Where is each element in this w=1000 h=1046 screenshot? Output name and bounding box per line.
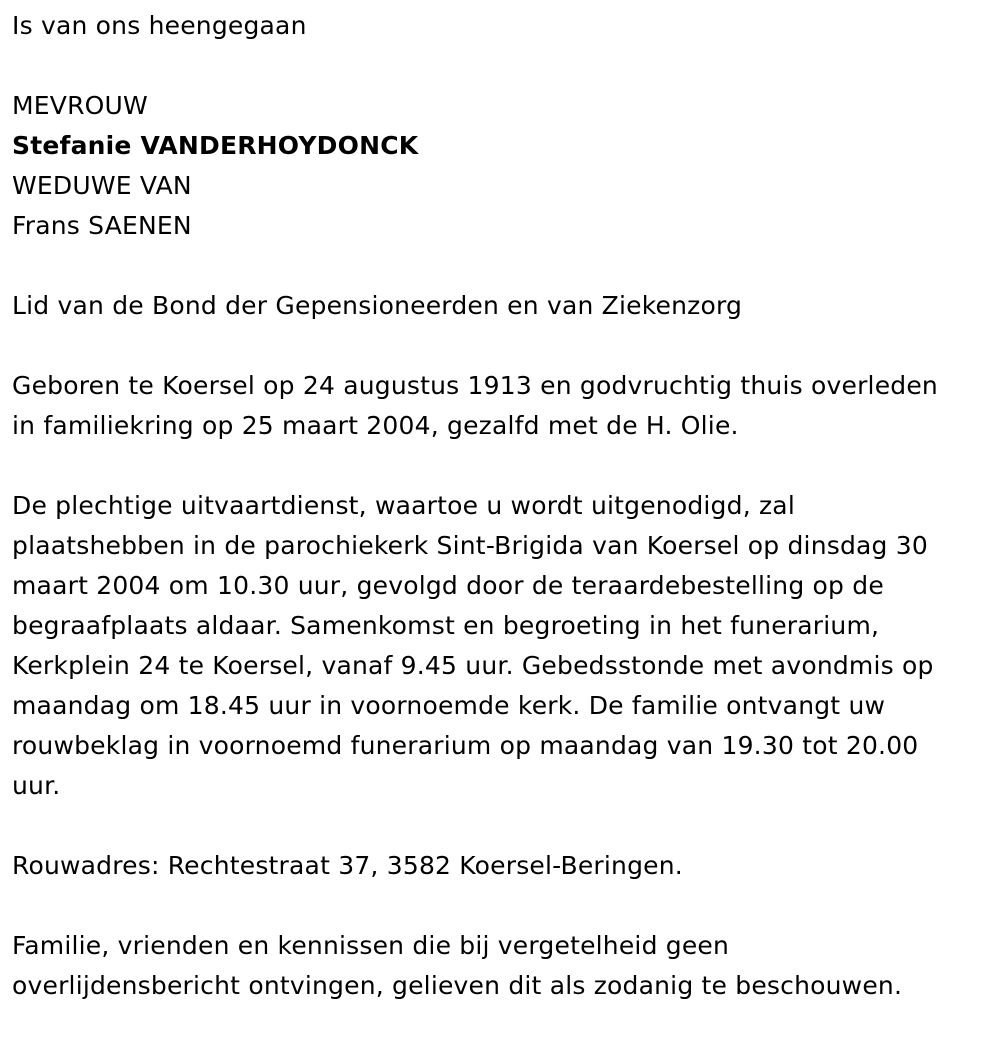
- paragraph-line: Familie, vrienden en kennissen die bij vergetelheid geen: [12, 931, 730, 960]
- paragraph-line: uur.: [12, 771, 61, 800]
- spacer: [12, 326, 987, 366]
- paragraph-line: in familiekring op 25 maart 2004, gezalfd met de H. Olie.: [12, 411, 739, 440]
- deceased-name: Stefanie VANDERHOYDONCK: [12, 131, 419, 160]
- funeral-paragraph: [12, 486, 987, 806]
- paragraph-line: overlijdensbericht ontvingen, gelieven dit als zodanig te beschouwen.: [12, 971, 903, 1000]
- spacer: [12, 806, 987, 846]
- spacer: [12, 46, 987, 86]
- paragraph-line: maandag om 18.45 uur in voornoemde kerk. De familie ontvangt uw: [12, 691, 886, 720]
- obituary-notice: [12, 6, 987, 1006]
- paragraph-line: plaatshebben in de parochiekerk Sint-Brigida van Koersel op dinsdag 30: [12, 531, 928, 560]
- title-prefix: MEVROUW: [12, 91, 148, 120]
- paragraph-line: De plechtige uitvaartdienst, waartoe u wordt uitgenodigd, zal: [12, 491, 795, 520]
- paragraph-line: begraafplaats aldaar. Samenkomst en begroeting in het funerarium,: [12, 611, 880, 640]
- paragraph-line: Kerkplein 24 te Koersel, vanaf 9.45 uur. Gebedsstonde met avondmis op: [12, 651, 934, 680]
- intro-text: Is van ons heengegaan: [12, 11, 307, 40]
- birth-death-paragraph: [12, 366, 987, 446]
- relation-text: WEDUWE VAN: [12, 171, 192, 200]
- spacer: [12, 246, 987, 286]
- spacer: [12, 446, 987, 486]
- paragraph-line: Geboren te Koersel op 24 augustus 1913 en godvruchtig thuis overleden: [12, 371, 938, 400]
- spouse-name: Frans SAENEN: [12, 211, 192, 240]
- spacer: [12, 886, 987, 926]
- paragraph-line: rouwbeklag in voornoemd funerarium op maandag van 19.30 tot 20.00: [12, 731, 919, 760]
- mourning-address: Rouwadres: Rechtestraat 37, 3582 Koersel-Beringen.: [12, 851, 683, 880]
- paragraph-line: maart 2004 om 10.30 uur, gevolgd door de teraardebestelling op de: [12, 571, 884, 600]
- membership-text: Lid van de Bond der Gepensioneerden en van Ziekenzorg: [12, 291, 743, 320]
- closing-paragraph: [12, 926, 987, 1006]
